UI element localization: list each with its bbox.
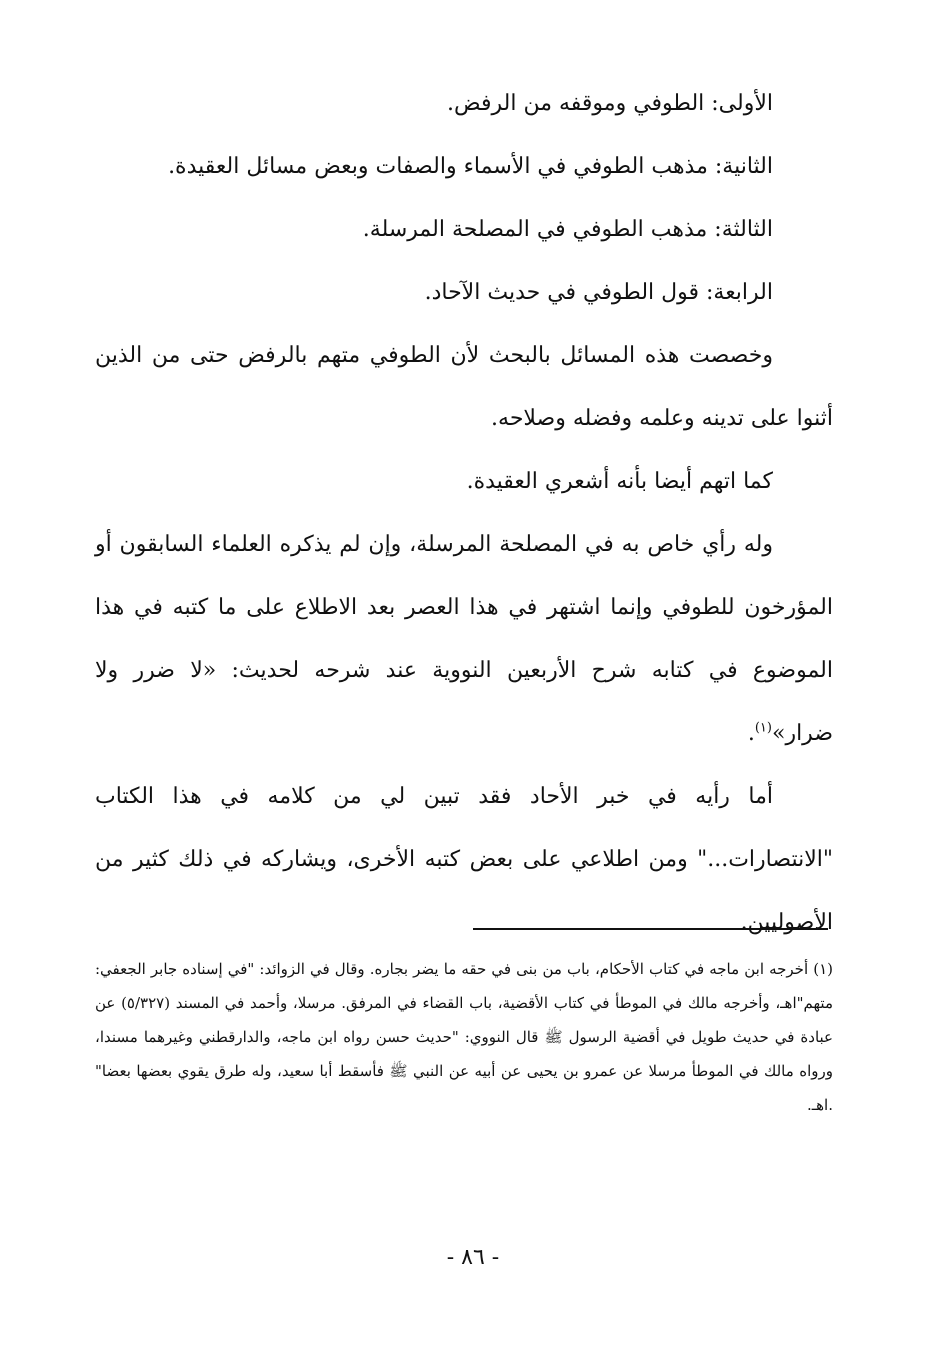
page-number: - ٨٦ - xyxy=(446,1245,500,1270)
topic-line-second: الثانية: مذهب الطوفي في الأسماء والصفات وبعض مسائل العقيدة. xyxy=(168,154,773,179)
paragraph-ahad xyxy=(95,765,833,954)
paragraph-maslaha-text: وله رأي خاص به في المصلحة المرسلة، وإن لم يذكره العلماء السابقون أو المؤرخون للطوفي وإنما اشتهر في هذا العصر بعد الاطلاع على ما كتبه في هذا الموضوع في كتابه شرح الأربعين النووية عند شرحه لحديث: «لا ضرر ولا ضرار» xyxy=(95,532,833,746)
topic-line-fourth: الرابعة: قول الطوفي في حديث الآحاد. xyxy=(424,280,773,305)
footnote-text: (١) أخرجه ابن ماجه في كتاب الأحكام، باب من بنى في حقه ما يضر بجاره. وقال في الزوائد: "في إسناده جابر الجعفي: متهم"اهـ، وأخرجه مالك في الموطأ في كتاب الأقضية، باب القضاء في المرفق. مرسلا، وأحمد في المسند (٥/٣٢٧) عن عبادة في حديث طويل في أقضية الرسول ﷺ قال النووي: "حديث حسن رواه ابن ماجه، والدارقطني وغيرهما مسندا، ورواه مالك في الموطأ مرسلا عن عمرو بن يحيى عن أبيه عن النبي ﷺ فأسقط أبا سعيد، وله طرق يقوي بعضها بعضا" .اهـ. xyxy=(95,960,833,1114)
paragraph-maslaha-end: . xyxy=(747,721,755,746)
paragraph-maslaha xyxy=(95,513,833,765)
topic-line-third: الثالثة: مذهب الطوفي في المصلحة المرسلة. xyxy=(362,217,773,242)
topic-line-first: الأولى: الطوفي وموقفه من الرفض. xyxy=(447,91,773,116)
footnote-separator xyxy=(473,928,828,930)
footnote-block xyxy=(95,952,833,1122)
paragraph-rafd-accusation xyxy=(95,324,833,450)
footnote-reference[interactable]: (١) xyxy=(754,720,772,736)
paragraph-rafd-text: وخصصت هذه المسائل بالبحث لأن الطوفي متهم بالرفض حتى من الذين أثنوا على تدينه وعلمه وفضله وصلاحه. xyxy=(95,343,833,431)
main-text-block xyxy=(95,72,833,954)
paragraph-ashari: كما اتهم أيضا بأنه أشعري العقيدة. xyxy=(466,469,773,494)
paragraph-ahad-text: أما رأيه في خبر الأحاد فقد تبين لي من كلامه في هذا الكتاب "الانتصارات..." ومن اطلاعي على بعض كتبه الأخرى، ويشاركه في ذلك كثير من الأصوليين. xyxy=(95,784,833,935)
